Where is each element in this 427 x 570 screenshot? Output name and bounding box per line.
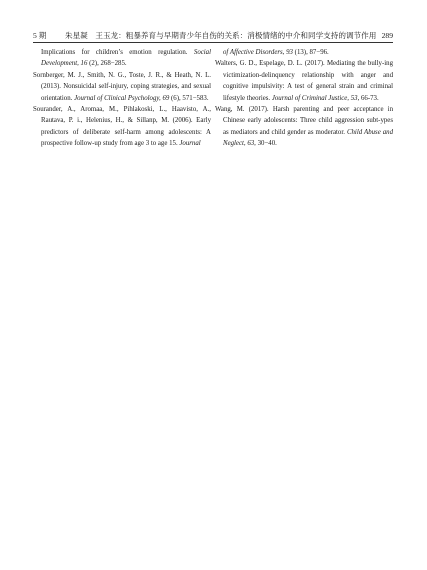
journal-title: Social Development, 16 [41,49,211,68]
running-title: 朱星凝 王玉龙：粗暴养育与早期青少年自伤的关系：消极情绪的中介和同学支持的调节作用 [65,31,377,40]
reference-entry: Wang, M. (2017). Harsh parenting and peer acceptance in Chinese early adolescents: Three child aggression subt-ypes as mediators and child gender as moderator. Child Abuse and Neglect, 63, 30−40. [215,106,393,148]
reference-entry: Sourander, A., Aromaa, M., Pihlakoski, L., Haavisto, A., Rautava, P. i., Helenius, H., & Sillanp, M. (2006). Early predictors of deliberate self-harm among adolescents: A prospective follow-up study from age 3 to age 15. Journal [33,106,211,148]
journal-title: Journal of Clinical Psychology, 69 [74,94,170,102]
issue-label: 5 期 [33,31,47,40]
journal-title: Journal [179,140,201,148]
running-header [33,30,393,42]
reference-entry: Walters, G. D., Espelage, D. L. (2017). Mediating the bully-ing victimization-delinquency relationship with anger and cognitive impulsivity: A test of general strain and criminal lifestyle theories. Journal of Criminal Justice, 53, 66-73. [215,60,393,102]
page-number: 289 [381,31,393,40]
journal-title: Journal of Criminal Justice, 53 [271,94,358,102]
journal-title: Child Abuse and Neglect, 63 [223,128,393,148]
journal-title: of Affective Disorders, 93 [223,49,293,56]
reference-continuation: Implications for children’s emotion regulation. Social Development, 16 (2), 268−285. [41,49,211,68]
reference-entry: Sornberger, M. J., Smith, N. G., Toste, J. R., & Heath, N. L. (2013). Nonsuicidal self-injury, coping strategies, and sexual orientation. Journal of Clinical Psychology, 69 (6), 571−583. [33,71,211,102]
reference-continuation: of Affective Disorders, 93 (13), 87−96. [223,49,329,56]
header-rule [33,42,393,43]
reference-column-left [33,47,211,150]
reference-column-right [215,47,393,150]
